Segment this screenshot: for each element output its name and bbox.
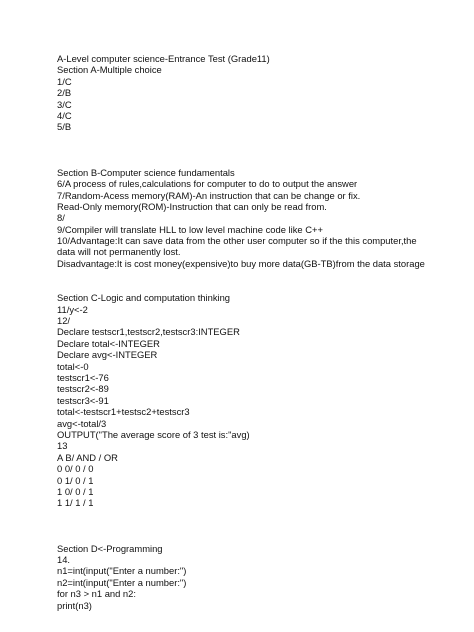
code-line: avg<-total/3 <box>57 417 107 429</box>
answer-line: 9/Compiler will translate HLL to low level machine code like C++ <box>57 223 323 235</box>
answer-line: 8/ <box>57 212 65 224</box>
truth-table-header: A B/ AND / OR <box>57 451 118 463</box>
question-number: 13 <box>57 440 68 452</box>
section-spacer <box>57 509 427 543</box>
section-b-heading: Section B-Computer science fundamentals <box>57 166 235 178</box>
document-content <box>57 53 427 611</box>
truth-table-row: 0 0/ 0 / 0 <box>57 463 94 475</box>
code-line: testscr1<-76 <box>57 372 109 384</box>
code-line: 11/y<-2 <box>57 303 88 315</box>
section-a-heading: Section A-Multiple choice <box>57 64 162 76</box>
code-line: n1=int(input("Enter a number:") <box>57 565 187 577</box>
answer-line: Read-Only memory(ROM)-Instruction that can only be read from. <box>57 200 327 212</box>
code-line: for n3 > n1 and n2: <box>57 588 136 600</box>
answer-line: 10/Advantage:It can save data from the other user computer so if the this computer,the data will not permanently lost. <box>57 235 417 258</box>
question-number: 14. <box>57 554 71 566</box>
truth-table-row: 1 0/ 0 / 1 <box>57 485 94 497</box>
answer-line: Disadvantage:It is cost money(expensive)to buy more data(GB-TB)from the data storage <box>57 257 425 269</box>
code-line: Declare avg<-INTEGER <box>57 349 158 361</box>
answer-line: 6/A process of rules,calculations for computer to do to output the answer <box>57 178 358 190</box>
truth-table-row: 1 1/ 1 / 1 <box>57 497 94 509</box>
section-c-heading: Section C-Logic and computation thinking <box>57 292 231 304</box>
code-line: total<-testscr1+testsc2+testscr3 <box>57 406 190 418</box>
code-line: n2=int(input("Enter a number:") <box>57 576 187 588</box>
answer-line: 4/C <box>57 109 72 121</box>
answer-line: 1/C <box>57 75 72 87</box>
answer-line: 2/B <box>57 87 72 99</box>
code-line: total<-0 <box>57 360 89 372</box>
answer-line: 7/Random-Acess memory(RAM)-An instruction that can be change or fix. <box>57 189 361 201</box>
code-line: testscr2<-89 <box>57 383 109 395</box>
code-line: OUTPUT("The average score of 3 test is:"avg) <box>57 428 250 440</box>
code-line: testscr3<-91 <box>57 394 109 406</box>
code-line: 12/ <box>57 315 71 327</box>
code-line: print(n3) <box>57 599 92 611</box>
code-line: Declare testscr1,testscr2,testscr3:INTEGER <box>57 326 240 338</box>
section-d-heading: Section D<-Programming <box>57 542 163 554</box>
answer-line: 3/C <box>57 98 72 110</box>
truth-table-row: 0 1/ 0 / 1 <box>57 474 94 486</box>
section-spacer <box>57 269 427 292</box>
section-spacer <box>57 133 427 167</box>
code-line: Declare total<-INTEGER <box>57 337 160 349</box>
answer-line: 5/B <box>57 121 72 133</box>
document-title: A-Level computer science-Entrance Test (Grade11) <box>57 53 270 64</box>
